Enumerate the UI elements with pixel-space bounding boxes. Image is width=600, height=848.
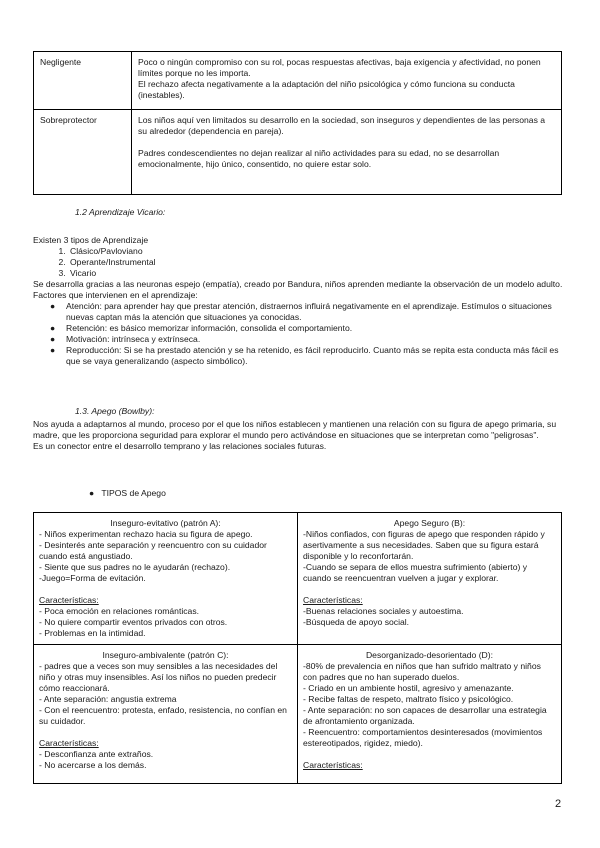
cell-line: - Recibe faltas de respeto, maltrato físico y psicológico. (303, 694, 514, 704)
attachment-types-table (33, 512, 562, 784)
learning-types-intro: Existen 3 tipos de Aprendizaje (33, 235, 149, 245)
attachment-cell-avoidant (34, 513, 298, 645)
factors-list (33, 301, 569, 367)
attachment-cell-disorganized (298, 645, 562, 784)
table-row (34, 52, 562, 110)
description-line: Padres condescendientes no dejan realizar al niño actividades para su edad, no se desarrollan emocionalmente, hijo único, consentido, no quiere estar solo. (138, 148, 500, 169)
cell-title: Inseguro-ambivalente (patrón C): (102, 650, 229, 660)
cell-line: - Desinterés ante separación y reencuentro con su cuidador cuando está angustiado. (39, 540, 267, 561)
apego-section (33, 419, 569, 452)
tipos-label: TIPOS de Apego (101, 488, 166, 498)
parenting-styles-table (33, 51, 562, 195)
style-label-negligente: Negligente (34, 52, 132, 110)
cell-line: -Buenas relaciones sociales y autoestima. (303, 606, 464, 616)
table-row (34, 110, 562, 195)
cell-line: - Reencuentro: comportamientos desinteresados (movimientos estereotipados, rigidez, miedo). (303, 727, 543, 748)
section-heading-vicario: 1.2 Aprendizaje Vicario: (75, 207, 166, 217)
cell-line: - Problemas en la intimidad. (39, 628, 146, 638)
apego-paragraph: Nos ayuda a adaptarnos al mundo, proceso por el que los niños establecen y mantienen una relación con su figura de apego primaria, su madre, que les proporciona seguridad para explorar el mundo pero activándose en situaciones que se interpretan como "peligrosas". (33, 419, 557, 440)
list-item (50, 345, 569, 367)
characteristics-label: Características: (39, 738, 99, 748)
cell-line: - Con el reencuentro: protesta, enfado, resistencia, no confían en su cuidador. (39, 705, 287, 726)
list-item (50, 323, 569, 334)
table-row (34, 645, 562, 784)
apego-paragraph: Es un conector entre el desarrollo temprano y las relaciones sociales futuras. (33, 441, 327, 451)
factor-text: Motivación: intrínseca y extrínseca. (66, 334, 201, 344)
bullet-icon: ● (50, 301, 56, 311)
cell-line: - Poca emoción en relaciones románticas. (39, 606, 200, 616)
cell-line: - Desconfianza ante extraños. (39, 749, 154, 759)
page-number: 2 (555, 798, 562, 810)
list-item: 1. Clásico/Pavloviano (68, 246, 569, 257)
description-line: Los niños aquí ven limitados su desarrollo en la sociedad, son inseguros y dependientes de las personas a su alrededor (dependencia en pareja). (138, 115, 546, 136)
factor-text: Retención: es básico memorizar información, consolida el comportamiento. (66, 323, 353, 333)
cell-line: - Siente que sus padres no le ayudarán (rechazo). (39, 562, 231, 572)
factor-text: Reproducción: Si se ha prestado atención y se ha retenido, es fácil reproducirlo. Cuanto más se repita esta conducta más fácil es que se vaya generalizando (aspecto simbólico). (66, 345, 559, 366)
learning-types-list (33, 246, 569, 279)
attachment-cell-ambivalent (34, 645, 298, 784)
characteristics-label: Características: (303, 595, 363, 605)
cell-line: - No quiere compartir eventos privados con otros. (39, 617, 228, 627)
cell-line: -80% de prevalencia en niños que han sufrido maltrato y niños con padres que no han superado duelos. (303, 661, 541, 682)
cell-line: - Criado en un ambiente hostil, agresivo y amenazante. (303, 683, 514, 693)
table-row (34, 513, 562, 645)
attachment-cell-secure (298, 513, 562, 645)
description-line: El rechazo afecta negativamente a la adaptación del niño psicológica y cómo funciona su conducta (inestables). (138, 79, 515, 100)
vicario-section (33, 235, 569, 367)
list-item: 2. Operante/Instrumental (68, 257, 569, 268)
description-line: Poco o ningún compromiso con su rol, pocas respuestas afectivas, baja exigencia y afectividad, no ponen límites porque no les importa. (138, 57, 541, 78)
characteristics-label: Características: (303, 760, 363, 770)
cell-line: - Niños experimentan rechazo hacia su figura de apego. (39, 529, 253, 539)
cell-line: -Juego=Forma de evitación. (39, 573, 146, 583)
factor-text: Atención: para aprender hay que prestar atención, distraernos influirá negativamente en el aprendizaje. Estímulos o situaciones nuevas captan más la atención que situaciones ya conocidas. (66, 301, 552, 322)
cell-line: -Búsqueda de apoyo social. (303, 617, 410, 627)
bullet-icon: ● (89, 488, 95, 498)
style-description-sobreprotector (132, 110, 562, 195)
cell-line: - padres que a veces son muy sensibles a las necesidades del niño y otras muy insensibles. Así los niños no pueden predecir cómo reaccionará. (39, 661, 278, 693)
characteristics-label: Características: (39, 595, 99, 605)
list-item (50, 301, 569, 323)
section-heading-apego: 1.3. Apego (Bowlby): (75, 406, 155, 416)
cell-line: - Ante separación: angustia extrema (39, 694, 177, 704)
list-item (50, 334, 569, 345)
tipos-heading (89, 488, 166, 499)
cell-line: -Cuando se separa de ellos muestra sufrimiento (abierto) y cuando se reencuentran vuelven a jugar y explorar. (303, 562, 528, 583)
bullet-icon: ● (50, 323, 56, 333)
cell-line: - Ante separación: no son capaces de desarrollar una estrategia de afrontamiento organizada. (303, 705, 547, 726)
cell-line: - No acercarse a los demás. (39, 760, 147, 770)
style-label-sobreprotector: Sobreprotector (34, 110, 132, 195)
bullet-icon: ● (50, 345, 56, 355)
cell-line: -Niños confiados, con figuras de apego que responden rápido y asertivamente a sus necesidades. Saben que su figura estará disponible y lo reconfortarán. (303, 529, 545, 561)
cell-title: Desorganizado-desorientado (D): (365, 650, 494, 660)
cell-title: Apego Seguro (B): (393, 518, 466, 528)
bullet-icon: ● (50, 334, 56, 344)
list-item: 3. Vicario (68, 268, 569, 279)
style-description-negligente (132, 52, 562, 110)
cell-title: Inseguro-evitativo (patrón A): (110, 518, 221, 528)
vicario-description: Se desarrolla gracias a las neuronas espejo (empatía), creado por Bandura, niños aprenden mediante la observación de un modelo adulto. Factores que intervienen en el aprendizaje: (33, 279, 563, 300)
